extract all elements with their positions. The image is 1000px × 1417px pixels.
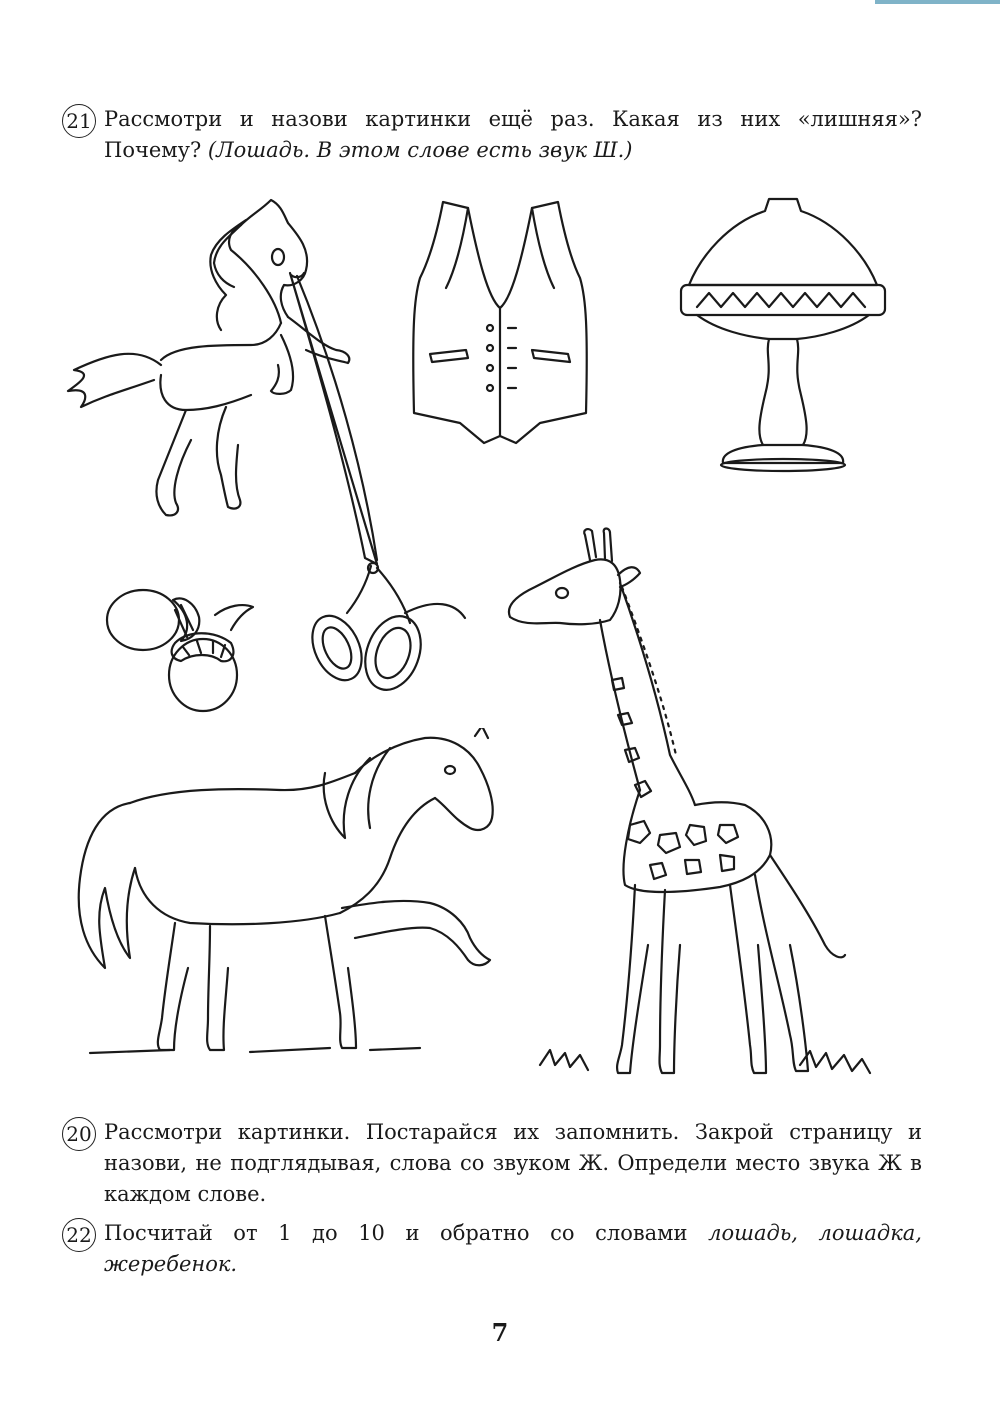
task-text (104, 104, 922, 166)
task-text (104, 1218, 922, 1280)
horse-icon (70, 728, 505, 1058)
task-words: лошадь, лошадка, жеребенок. (104, 1221, 922, 1276)
scissors-icon (285, 268, 470, 698)
task-number: 22 (62, 1218, 96, 1252)
task-instruction: Посчитай от 1 до 10 и обратно со словами (104, 1221, 688, 1245)
task-instruction: Рассмотри и назови картинки ещё раз. Какая из них «лишняя»? Почему? (104, 107, 922, 162)
task-number: 20 (62, 1117, 96, 1151)
giraffe-icon (500, 525, 875, 1080)
task-answer: (Лошадь. В этом слове есть звук Ш.) (207, 138, 633, 162)
task-text: Рассмотри картинки. Постарайся их запомнить. Закрой страницу и назови, не подглядывая, слова со звуком Ж. Определи место звука Ж в каждом слове. (104, 1120, 922, 1206)
page-number: 7 (491, 1318, 509, 1347)
task-number: 21 (62, 104, 96, 138)
top-accent-bar (875, 0, 1000, 4)
lamp-icon (677, 195, 889, 475)
acorns-icon (103, 575, 258, 715)
